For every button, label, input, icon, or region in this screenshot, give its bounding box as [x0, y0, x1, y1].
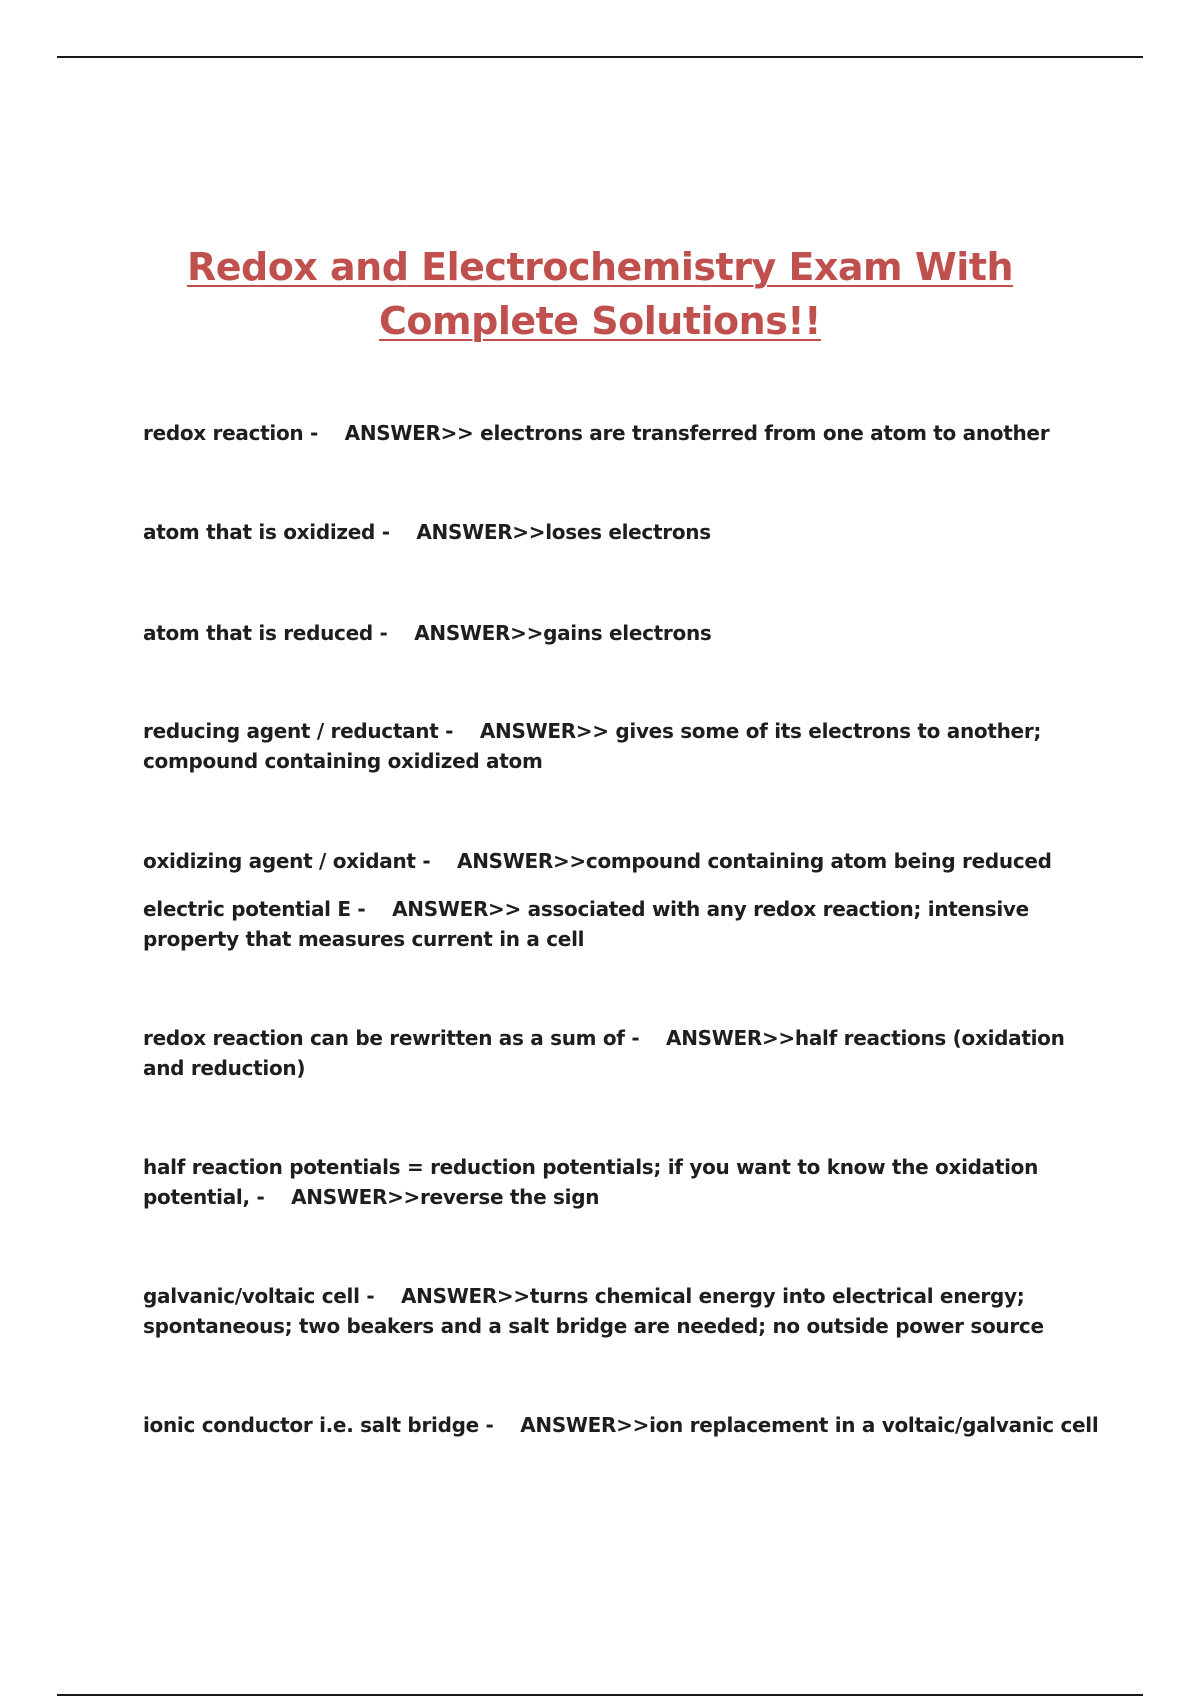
qa-term: reducing agent / reductant [143, 719, 439, 743]
qa-answer: ANSWER>> gives some of its electrons to another; compound containing oxidized atom [143, 719, 1048, 773]
qa-answer: ANSWER>>ion replacement in a voltaic/galvanic cell [520, 1413, 1099, 1437]
title-line-2: Complete Solutions!! [379, 299, 821, 343]
qa-item-6: electric potential E - ANSWER>> associated with any redox reaction; intensive property that measures current in a cell [143, 897, 1036, 951]
qa-term: redox reaction can be rewritten as a sum of [143, 1026, 625, 1050]
qa-term: half reaction potentials = reduction potentials; if you want to know the oxidation potential, [143, 1155, 1045, 1209]
qa-answer: ANSWER>>compound containing atom being reduced [457, 849, 1052, 873]
qa-term: electric potential E [143, 897, 351, 921]
qa-item-10: ionic conductor i.e. salt bridge - ANSWER>>ion replacement in a voltaic/galvanic cell [143, 1413, 1099, 1437]
qa-item-4: reducing agent / reductant - ANSWER>> gives some of its electrons to another; compound containing oxidized atom [143, 719, 1048, 773]
qa-item-2: atom that is oxidized - ANSWER>>loses electrons [143, 520, 711, 544]
qa-term: ionic conductor i.e. salt bridge [143, 1413, 479, 1437]
qa-term: atom that is oxidized [143, 520, 376, 544]
qa-item-1: redox reaction - ANSWER>> electrons are transferred from one atom to another [143, 421, 1050, 445]
title-line-1: Redox and Electrochemistry Exam With [186, 245, 1014, 289]
qa-answer: ANSWER>>reverse the sign [291, 1185, 600, 1209]
qa-item-8: half reaction potentials = reduction potentials; if you want to know the oxidation potential, - ANSWER>>reverse the sign [143, 1155, 1045, 1209]
qa-term: atom that is reduced [143, 621, 373, 645]
document-title [0, 240, 1200, 348]
qa-term: redox reaction [143, 421, 304, 445]
qa-answer: ANSWER>> electrons are transferred from one atom to another [344, 421, 1050, 445]
qa-answer: ANSWER>>gains electrons [414, 621, 712, 645]
qa-answer: ANSWER>>loses electrons [416, 520, 711, 544]
bottom-rule [57, 1694, 1143, 1696]
qa-item-5: oxidizing agent / oxidant - ANSWER>>compound containing atom being reduced [143, 849, 1052, 873]
qa-answer: ANSWER>>turns chemical energy into electrical energy; spontaneous; two beakers and a salt bridge are needed; no outside power source [143, 1284, 1044, 1338]
qa-term: galvanic/voltaic cell [143, 1284, 360, 1308]
top-rule [57, 56, 1143, 58]
qa-answer: ANSWER>>half reactions (oxidation and reduction) [143, 1026, 1072, 1080]
qa-answer: ANSWER>> associated with any redox reaction; intensive property that measures current in a cell [143, 897, 1036, 951]
qa-item-9: galvanic/voltaic cell - ANSWER>>turns chemical energy into electrical energy; spontaneous; two beakers and a salt bridge are needed; no outside power source [143, 1284, 1044, 1338]
qa-term: oxidizing agent / oxidant [143, 849, 416, 873]
qa-item-7: redox reaction can be rewritten as a sum of - ANSWER>>half reactions (oxidation and reduction) [143, 1026, 1072, 1080]
qa-item-3: atom that is reduced - ANSWER>>gains electrons [143, 621, 712, 645]
